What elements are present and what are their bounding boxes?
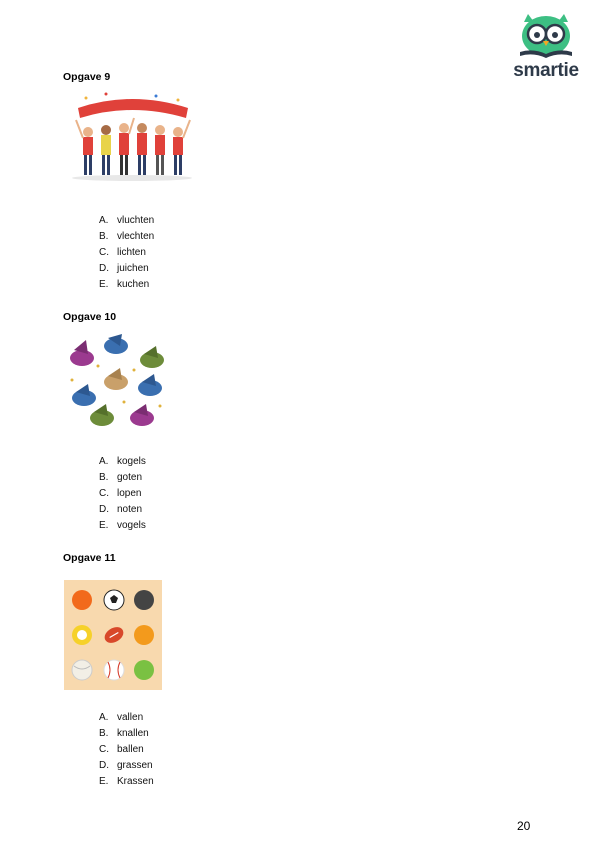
option-e[interactable]: E. Krassen bbox=[99, 776, 154, 787]
option-d[interactable]: D. juichen bbox=[99, 263, 149, 274]
option-e[interactable]: E. vogels bbox=[99, 520, 146, 531]
option-e[interactable]: E. kuchen bbox=[99, 279, 150, 290]
option-b[interactable]: B. goten bbox=[99, 472, 143, 483]
option-d[interactable]: D. grassen bbox=[99, 760, 153, 771]
option-c[interactable]: C. lopen bbox=[99, 488, 142, 499]
question-11-options bbox=[99, 710, 154, 790]
question-10-title: Opgave 10 bbox=[63, 311, 117, 323]
option-c[interactable]: C. lichten bbox=[99, 247, 146, 258]
question-10-options bbox=[99, 454, 146, 534]
option-a[interactable]: A. vallen bbox=[99, 712, 144, 723]
logo-text: smartie bbox=[513, 60, 579, 81]
cheering-fans-illustration bbox=[66, 88, 198, 184]
option-b[interactable]: B. knallen bbox=[99, 728, 149, 739]
question-9-title: Opgave 9 bbox=[63, 71, 111, 83]
option-a[interactable]: A. vluchten bbox=[99, 215, 155, 226]
birds-illustration bbox=[64, 332, 168, 432]
owl-icon bbox=[508, 12, 584, 62]
balls-illustration bbox=[64, 580, 162, 690]
page-number: 20 bbox=[517, 819, 531, 833]
option-d[interactable]: D. noten bbox=[99, 504, 143, 515]
option-a[interactable]: A. kogels bbox=[99, 456, 146, 467]
option-b[interactable]: B. vlechten bbox=[99, 231, 155, 242]
question-9-options bbox=[99, 213, 154, 293]
question-11-title: Opgave 11 bbox=[63, 552, 116, 564]
option-c[interactable]: C. ballen bbox=[99, 744, 144, 755]
smartie-logo bbox=[508, 12, 584, 84]
